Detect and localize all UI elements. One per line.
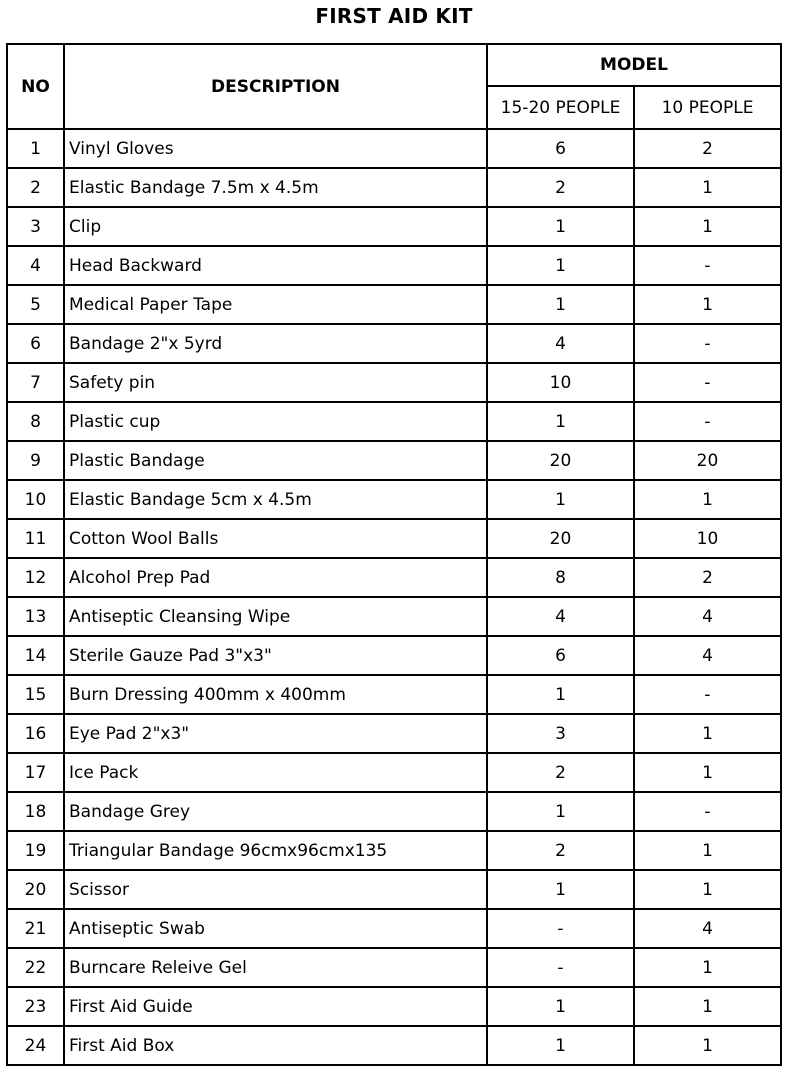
- row-qty-15-20-people: 1: [487, 480, 634, 519]
- row-number: 18: [7, 792, 64, 831]
- row-number: 7: [7, 363, 64, 402]
- table-row: [7, 558, 781, 597]
- row-qty-15-20-people: 10: [487, 363, 634, 402]
- table-row: [7, 675, 781, 714]
- row-qty-10-people: 4: [634, 636, 781, 675]
- row-description: Safety pin: [64, 363, 487, 402]
- row-number: 15: [7, 675, 64, 714]
- row-qty-15-20-people: -: [487, 948, 634, 987]
- row-qty-10-people: 1: [634, 285, 781, 324]
- row-number: 10: [7, 480, 64, 519]
- row-description: Elastic Bandage 5cm x 4.5m: [64, 480, 487, 519]
- row-description: Elastic Bandage 7.5m x 4.5m: [64, 168, 487, 207]
- table-row: [7, 363, 781, 402]
- table-row: [7, 792, 781, 831]
- row-number: 13: [7, 597, 64, 636]
- row-qty-10-people: 1: [634, 1026, 781, 1065]
- row-number: 6: [7, 324, 64, 363]
- table-body: [7, 129, 781, 1065]
- table-row: [7, 246, 781, 285]
- row-number: 12: [7, 558, 64, 597]
- row-description: Plastic cup: [64, 402, 487, 441]
- row-qty-10-people: -: [634, 363, 781, 402]
- row-number: 14: [7, 636, 64, 675]
- row-description: Eye Pad 2"x3": [64, 714, 487, 753]
- table-row: [7, 909, 781, 948]
- table-row: [7, 1026, 781, 1065]
- row-description: Triangular Bandage 96cmx96cmx135: [64, 831, 487, 870]
- row-qty-10-people: 4: [634, 597, 781, 636]
- row-qty-10-people: 1: [634, 987, 781, 1026]
- table-row: [7, 129, 781, 168]
- row-description: Plastic Bandage: [64, 441, 487, 480]
- row-qty-15-20-people: 4: [487, 324, 634, 363]
- row-qty-10-people: 1: [634, 168, 781, 207]
- table-row: [7, 168, 781, 207]
- table-row: [7, 948, 781, 987]
- row-qty-15-20-people: 1: [487, 207, 634, 246]
- table-header: [7, 44, 781, 129]
- row-qty-15-20-people: 1: [487, 792, 634, 831]
- header-model: MODEL: [487, 44, 781, 86]
- row-qty-15-20-people: 20: [487, 519, 634, 558]
- row-description: Bandage 2"x 5yrd: [64, 324, 487, 363]
- row-qty-10-people: 1: [634, 207, 781, 246]
- row-qty-15-20-people: 4: [487, 597, 634, 636]
- row-qty-15-20-people: 1: [487, 987, 634, 1026]
- row-number: 2: [7, 168, 64, 207]
- row-description: Antiseptic Swab: [64, 909, 487, 948]
- row-number: 24: [7, 1026, 64, 1065]
- row-qty-10-people: 4: [634, 909, 781, 948]
- table-row: [7, 285, 781, 324]
- row-number: 3: [7, 207, 64, 246]
- row-number: 17: [7, 753, 64, 792]
- row-qty-10-people: -: [634, 675, 781, 714]
- row-qty-10-people: -: [634, 792, 781, 831]
- row-description: Burn Dressing 400mm x 400mm: [64, 675, 487, 714]
- table-row: [7, 207, 781, 246]
- row-number: 22: [7, 948, 64, 987]
- table-row: [7, 714, 781, 753]
- row-qty-15-20-people: 1: [487, 870, 634, 909]
- row-description: Ice Pack: [64, 753, 487, 792]
- row-qty-10-people: 1: [634, 480, 781, 519]
- row-qty-15-20-people: 2: [487, 168, 634, 207]
- row-qty-10-people: 20: [634, 441, 781, 480]
- header-model-10-people: 10 PEOPLE: [634, 86, 781, 129]
- row-number: 21: [7, 909, 64, 948]
- row-number: 23: [7, 987, 64, 1026]
- row-qty-15-20-people: 6: [487, 129, 634, 168]
- row-description: Alcohol Prep Pad: [64, 558, 487, 597]
- row-description: Scissor: [64, 870, 487, 909]
- row-qty-15-20-people: 1: [487, 675, 634, 714]
- row-qty-15-20-people: -: [487, 909, 634, 948]
- row-qty-15-20-people: 2: [487, 753, 634, 792]
- table-row: [7, 441, 781, 480]
- row-qty-15-20-people: 1: [487, 1026, 634, 1065]
- row-qty-15-20-people: 1: [487, 246, 634, 285]
- row-qty-10-people: 10: [634, 519, 781, 558]
- header-row-1: [7, 44, 781, 86]
- row-number: 5: [7, 285, 64, 324]
- row-description: Medical Paper Tape: [64, 285, 487, 324]
- table-row: [7, 831, 781, 870]
- row-description: Burncare Releive Gel: [64, 948, 487, 987]
- row-qty-10-people: 1: [634, 831, 781, 870]
- table-row: [7, 987, 781, 1026]
- header-model-15-20-people: 15-20 PEOPLE: [487, 86, 634, 129]
- page-title: FIRST AID KIT: [315, 4, 473, 28]
- table-row: [7, 519, 781, 558]
- row-qty-15-20-people: 3: [487, 714, 634, 753]
- table-row: [7, 480, 781, 519]
- row-qty-10-people: 2: [634, 129, 781, 168]
- row-qty-10-people: -: [634, 246, 781, 285]
- row-qty-10-people: 1: [634, 753, 781, 792]
- row-number: 4: [7, 246, 64, 285]
- row-qty-10-people: 1: [634, 948, 781, 987]
- row-description: Cotton Wool Balls: [64, 519, 487, 558]
- table-row: [7, 636, 781, 675]
- row-number: 11: [7, 519, 64, 558]
- row-qty-15-20-people: 1: [487, 402, 634, 441]
- row-qty-10-people: -: [634, 324, 781, 363]
- row-qty-15-20-people: 20: [487, 441, 634, 480]
- row-number: 16: [7, 714, 64, 753]
- row-number: 20: [7, 870, 64, 909]
- row-description: Bandage Grey: [64, 792, 487, 831]
- table-row: [7, 324, 781, 363]
- row-qty-10-people: -: [634, 402, 781, 441]
- row-qty-15-20-people: 2: [487, 831, 634, 870]
- row-number: 8: [7, 402, 64, 441]
- row-number: 9: [7, 441, 64, 480]
- header-description: DESCRIPTION: [64, 44, 487, 129]
- row-description: Clip: [64, 207, 487, 246]
- table-row: [7, 597, 781, 636]
- row-number: 19: [7, 831, 64, 870]
- table-row: [7, 870, 781, 909]
- row-description: Head Backward: [64, 246, 487, 285]
- row-qty-10-people: 2: [634, 558, 781, 597]
- row-description: Antiseptic Cleansing Wipe: [64, 597, 487, 636]
- row-qty-15-20-people: 8: [487, 558, 634, 597]
- row-description: Vinyl Gloves: [64, 129, 487, 168]
- row-qty-10-people: 1: [634, 714, 781, 753]
- table-row: [7, 402, 781, 441]
- row-number: 1: [7, 129, 64, 168]
- first-aid-kit-table: [6, 43, 782, 1066]
- row-qty-10-people: 1: [634, 870, 781, 909]
- row-description: First Aid Guide: [64, 987, 487, 1026]
- row-qty-15-20-people: 1: [487, 285, 634, 324]
- row-qty-15-20-people: 6: [487, 636, 634, 675]
- row-description: Sterile Gauze Pad 3"x3": [64, 636, 487, 675]
- table-row: [7, 753, 781, 792]
- header-no: NO: [7, 44, 64, 129]
- row-description: First Aid Box: [64, 1026, 487, 1065]
